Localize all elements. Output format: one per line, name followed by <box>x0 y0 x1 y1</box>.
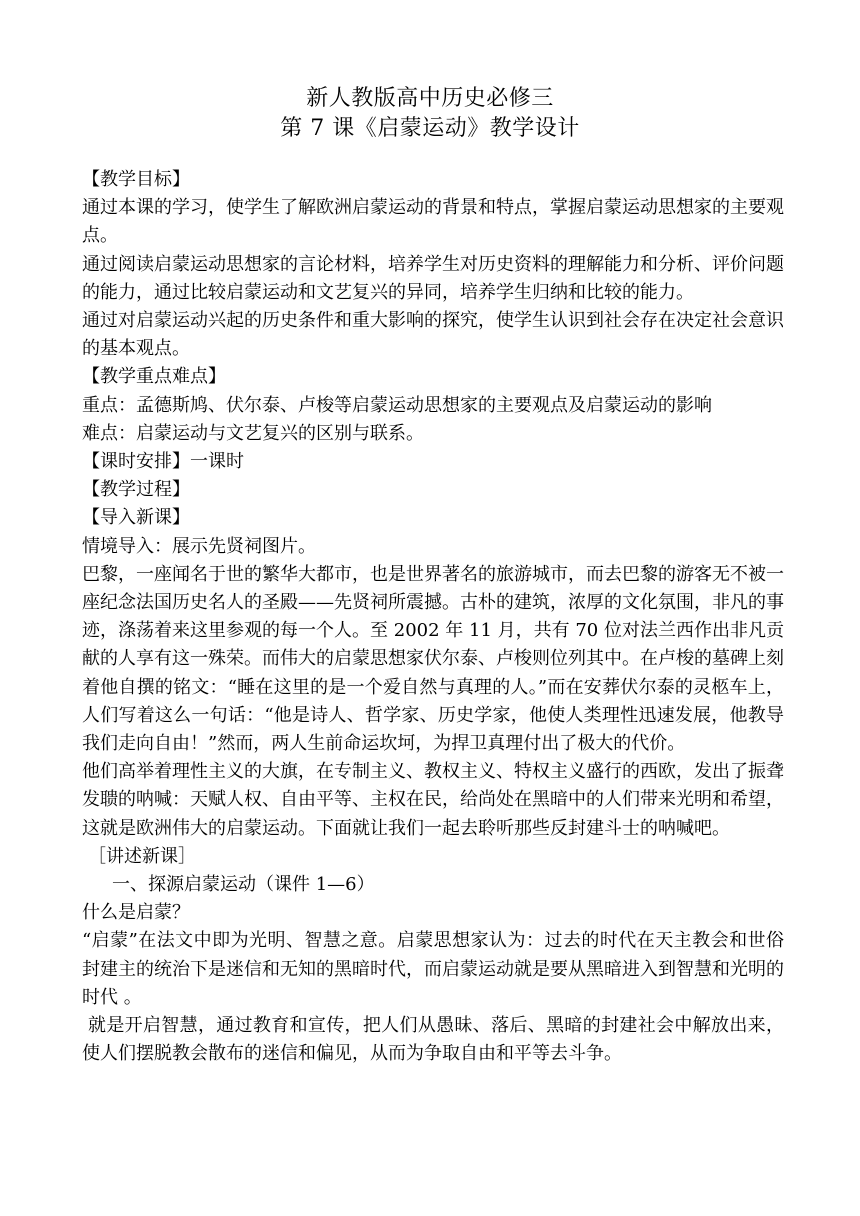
section-heading-new-lesson: ［讲述新课］ <box>88 845 196 867</box>
section-heading-process: 【教学过程】 <box>82 479 190 501</box>
subsection-heading: 一、探源启蒙运动（课件 1—6） <box>112 874 375 896</box>
document-title <box>0 84 860 144</box>
paragraph: 难点：启蒙运动与文艺复兴的区别与联系。 <box>82 422 424 444</box>
document-body <box>82 166 784 1069</box>
title-line-2: 第 7 课《启蒙运动》教学设计 <box>280 116 580 141</box>
paragraph: 通过对启蒙运动兴起的历史条件和重大影响的探究，使学生认识到社会存在决定社会意识的基本观点。 <box>82 310 784 360</box>
paragraph: 情境导入：展示先贤祠图片。 <box>82 535 316 557</box>
paragraph: 他们高举着理性主义的大旗，在专制主义、教权主义、特权主义盛行的西欧，发出了振聋发聩的呐喊：天赋人权、自由平等、主权在民，给尚处在黑暗中的人们带来光明和希望，这就是欧洲伟大的启蒙运动。下面就让我们一起去聆听那些反封建斗士的呐喊吧。 <box>82 761 784 839</box>
paragraph: 通过阅读启蒙运动思想家的言论材料，培养学生对历史资料的理解能力和分析、评价问题的能力，通过比较启蒙运动和文艺复兴的异同，培养学生归纳和比较的能力。 <box>82 253 784 303</box>
paragraph: 通过本课的学习，使学生了解欧洲启蒙运动的背景和特点，掌握启蒙运动思想家的主要观点。 <box>82 197 784 247</box>
section-heading-key-points: 【教学重点难点】 <box>82 366 226 388</box>
section-heading-objectives: 【教学目标】 <box>82 169 190 190</box>
paragraph: 巴黎，一座闻名于世的繁华大都市，也是世界著名的旅游城市，而去巴黎的游客无不被一座纪念法国历史名人的圣殿——先贤祠所震撼。古朴的建筑，浓厚的文化氛围，非凡的事迹，涤荡着来这里参观的每一个人。至 2002 年 11 月，共有 70 位对法兰西作出非凡贡献的人享有这一殊荣。而伟大的启蒙思想家伏尔泰、卢梭则位列其中。在卢梭的墓碑上刻着他自撰的铭文：“睡在这里的是一个爱自然与真理的人。”而在安葬伏尔泰的灵柩车上，人们写着这么一句话：“他是诗人、哲学家、历史学家，他使人类理性迅速发展，他教导我们走向自由！”然而，两人生前命运坎坷，为捍卫真理付出了极大的代价。 <box>82 563 784 755</box>
paragraph: 就是开启智慧，通过教育和宣传，把人们从愚昧、落后、黑暗的封建社会中解放出来，使人们摆脱教会散布的迷信和偏见，从而为争取自由和平等去斗争。 <box>82 1015 784 1065</box>
section-heading-intro: 【导入新课】 <box>82 507 190 529</box>
section-heading-schedule: 【课时安排】一课时 <box>82 451 244 473</box>
paragraph: “启蒙”在法文中即为光明、智慧之意。启蒙思想家认为：过去的时代在天主教会和世俗封建主的统治下是迷信和无知的黑暗时代，而启蒙运动就是要从黑暗进入到智慧和光明的时代 。 <box>82 930 784 1008</box>
title-line-1: 新人教版高中历史必修三 <box>306 86 554 111</box>
paragraph: 重点：孟德斯鸠、伏尔泰、卢梭等启蒙运动思想家的主要观点及启蒙运动的影响 <box>82 394 712 416</box>
paragraph: 什么是启蒙？ <box>82 902 190 924</box>
